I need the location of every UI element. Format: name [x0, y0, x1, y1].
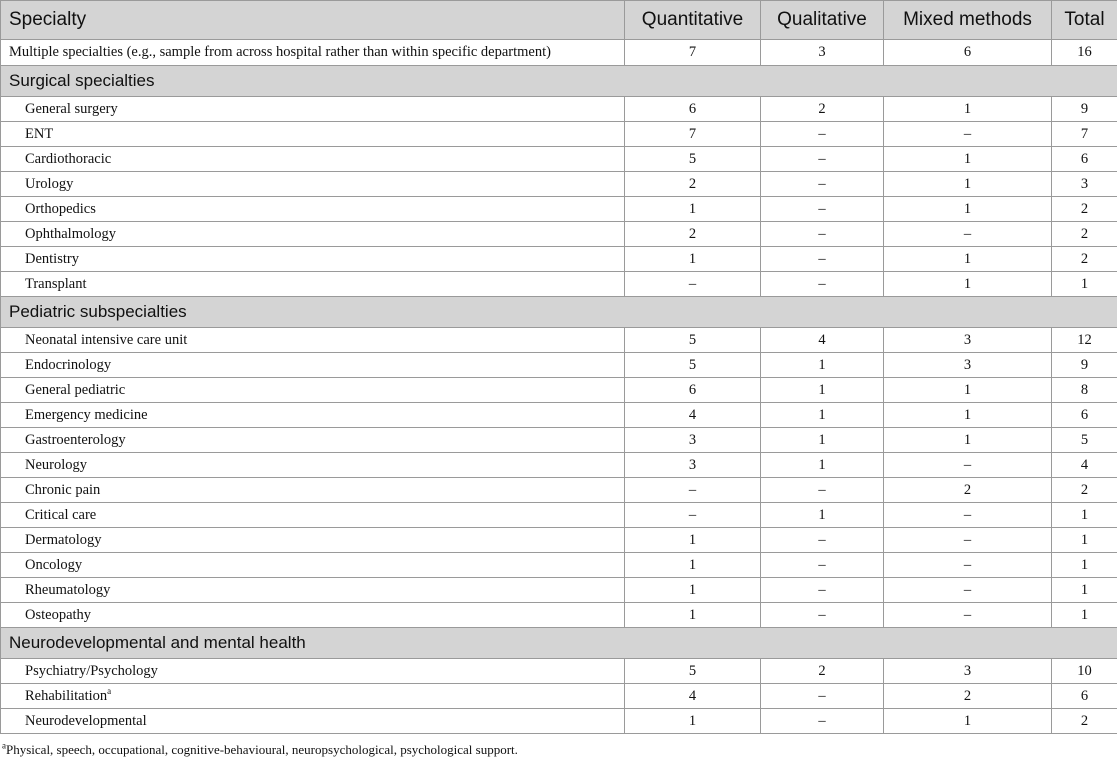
- cell-mixed-methods: 1: [884, 272, 1052, 297]
- row-name: [1, 122, 625, 147]
- row-name-text: Ophthalmology: [25, 225, 117, 242]
- cell-quantitative: 1: [625, 197, 761, 222]
- cell-qualitative: 1: [761, 378, 884, 403]
- row-name: [1, 553, 625, 578]
- row-name-text: Dermatology: [25, 531, 102, 548]
- cell-qualitative: 1: [761, 428, 884, 453]
- cell-qualitative: 3: [761, 40, 884, 66]
- cell-total: 2: [1052, 478, 1117, 503]
- cell-qualitative: –: [761, 222, 884, 247]
- row-name-text: Cardiothoracic: [25, 150, 112, 167]
- table-row: [1, 578, 1117, 603]
- row-name-text: Gastroenterology: [25, 431, 126, 448]
- cell-qualitative: –: [761, 578, 884, 603]
- cell-mixed-methods: 2: [884, 684, 1052, 709]
- cell-mixed-methods: 1: [884, 709, 1052, 734]
- row-name-text: Dentistry: [25, 250, 79, 267]
- table-row: [1, 503, 1117, 528]
- cell-quantitative: –: [625, 478, 761, 503]
- cell-qualitative: –: [761, 197, 884, 222]
- cell-total: 1: [1052, 503, 1117, 528]
- cell-total: 2: [1052, 247, 1117, 272]
- cell-qualitative: –: [761, 147, 884, 172]
- cell-quantitative: 1: [625, 247, 761, 272]
- cell-quantitative: –: [625, 272, 761, 297]
- cell-qualitative: –: [761, 478, 884, 503]
- row-name: [1, 378, 625, 403]
- cell-mixed-methods: 1: [884, 147, 1052, 172]
- cell-mixed-methods: 1: [884, 247, 1052, 272]
- cell-mixed-methods: 1: [884, 378, 1052, 403]
- cell-qualitative: –: [761, 553, 884, 578]
- header-total: Total: [1052, 1, 1117, 40]
- cell-quantitative: –: [625, 503, 761, 528]
- cell-quantitative: 1: [625, 709, 761, 734]
- footnote-text: Physical, speech, occupational, cognitive-behavioural, neuropsychological, psychological support.: [6, 742, 518, 757]
- row-name-text: Emergency medicine: [25, 406, 148, 423]
- cell-total: 2: [1052, 197, 1117, 222]
- row-name: [1, 328, 625, 353]
- row-name-text: Endocrinology: [25, 356, 112, 373]
- row-name-text: Chronic pain: [25, 481, 101, 498]
- table-row: [1, 197, 1117, 222]
- cell-qualitative: 1: [761, 453, 884, 478]
- cell-quantitative: 1: [625, 528, 761, 553]
- table-row: [1, 378, 1117, 403]
- table-row: [1, 453, 1117, 478]
- cell-total: 8: [1052, 378, 1117, 403]
- cell-quantitative: 6: [625, 97, 761, 122]
- cell-quantitative: 4: [625, 684, 761, 709]
- cell-total: 1: [1052, 578, 1117, 603]
- cell-total: 4: [1052, 453, 1117, 478]
- cell-mixed-methods: 3: [884, 328, 1052, 353]
- row-name-text: Oncology: [25, 556, 83, 573]
- cell-total: 9: [1052, 353, 1117, 378]
- row-name: [1, 222, 625, 247]
- cell-total: 5: [1052, 428, 1117, 453]
- table-row: [1, 172, 1117, 197]
- table-row: [1, 403, 1117, 428]
- row-name: [1, 709, 625, 734]
- cell-qualitative: –: [761, 603, 884, 628]
- row-name-text: Neurology: [25, 456, 88, 473]
- table-row: [1, 122, 1117, 147]
- cell-total: 2: [1052, 222, 1117, 247]
- row-name: [1, 97, 625, 122]
- section-header-row: [1, 297, 1117, 328]
- cell-qualitative: 2: [761, 97, 884, 122]
- row-name: [1, 684, 625, 709]
- cell-quantitative: 5: [625, 328, 761, 353]
- cell-total: 2: [1052, 709, 1117, 734]
- table-row: [1, 659, 1117, 684]
- cell-qualitative: 2: [761, 659, 884, 684]
- cell-mixed-methods: –: [884, 528, 1052, 553]
- cell-qualitative: 1: [761, 353, 884, 378]
- cell-total: 6: [1052, 684, 1117, 709]
- cell-mixed-methods: –: [884, 122, 1052, 147]
- cell-mixed-methods: –: [884, 603, 1052, 628]
- cell-total: 1: [1052, 603, 1117, 628]
- header-quantitative: Quantitative: [625, 1, 761, 40]
- row-name: [1, 272, 625, 297]
- table-row: [1, 97, 1117, 122]
- cell-total: 3: [1052, 172, 1117, 197]
- section-title: Neurodevelopmental and mental health: [1, 628, 1117, 659]
- cell-quantitative: 1: [625, 603, 761, 628]
- cell-qualitative: –: [761, 247, 884, 272]
- cell-qualitative: 1: [761, 503, 884, 528]
- cell-total: 1: [1052, 553, 1117, 578]
- cell-total: 16: [1052, 40, 1117, 66]
- row-name-text: Psychiatry/Psychology: [25, 662, 158, 679]
- row-name: [1, 603, 625, 628]
- row-name: [1, 197, 625, 222]
- cell-mixed-methods: 3: [884, 353, 1052, 378]
- row-name: [1, 659, 625, 684]
- cell-quantitative: 2: [625, 172, 761, 197]
- row-name-text: Neonatal intensive care unit: [25, 331, 188, 348]
- cell-total: 7: [1052, 122, 1117, 147]
- cell-quantitative: 7: [625, 40, 761, 66]
- cell-mixed-methods: –: [884, 503, 1052, 528]
- table-row: [1, 478, 1117, 503]
- row-name-text: Rheumatology: [25, 581, 111, 598]
- row-name-text: Neurodevelopmental: [25, 712, 147, 729]
- row-name: [1, 503, 625, 528]
- row-name-text: General surgery: [25, 100, 118, 117]
- row-name-text: Osteopathy: [25, 606, 92, 623]
- row-name: [1, 147, 625, 172]
- row-name: [1, 528, 625, 553]
- cell-quantitative: 1: [625, 553, 761, 578]
- cell-qualitative: –: [761, 272, 884, 297]
- cell-mixed-methods: –: [884, 222, 1052, 247]
- cell-mixed-methods: 1: [884, 428, 1052, 453]
- row-name-text: Urology: [25, 175, 74, 192]
- cell-total: 1: [1052, 528, 1117, 553]
- section-header-row: [1, 628, 1117, 659]
- cell-total: 12: [1052, 328, 1117, 353]
- cell-quantitative: 2: [625, 222, 761, 247]
- table-row: [1, 247, 1117, 272]
- row-name: [1, 428, 625, 453]
- cell-total: 6: [1052, 403, 1117, 428]
- cell-qualitative: 4: [761, 328, 884, 353]
- row-name-text: General pediatric: [25, 381, 126, 398]
- table-row: [1, 528, 1117, 553]
- cell-qualitative: –: [761, 684, 884, 709]
- cell-mixed-methods: 1: [884, 197, 1052, 222]
- section-title: Pediatric subspecialties: [1, 297, 1117, 328]
- table-row-multiple-specialties: [1, 40, 1117, 66]
- table-row: [1, 553, 1117, 578]
- header-mixed-methods: Mixed methods: [884, 1, 1052, 40]
- cell-mixed-methods: –: [884, 453, 1052, 478]
- cell-total: 6: [1052, 147, 1117, 172]
- table-row: [1, 353, 1117, 378]
- cell-quantitative: 1: [625, 578, 761, 603]
- cell-mixed-methods: 1: [884, 172, 1052, 197]
- table-row: [1, 709, 1117, 734]
- cell-mixed-methods: 6: [884, 40, 1052, 66]
- row-name: [1, 353, 625, 378]
- footnote-marker: a: [2, 740, 6, 751]
- cell-mixed-methods: 1: [884, 403, 1052, 428]
- cell-quantitative: 4: [625, 403, 761, 428]
- row-name-text: Rehabilitation: [25, 687, 108, 704]
- cell-mixed-methods: 1: [884, 97, 1052, 122]
- row-name-text: Orthopedics: [25, 200, 96, 217]
- cell-mixed-methods: –: [884, 578, 1052, 603]
- header-qualitative: Qualitative: [761, 1, 884, 40]
- cell-quantitative: 3: [625, 453, 761, 478]
- row-name: [1, 247, 625, 272]
- table-row: [1, 222, 1117, 247]
- cell-mixed-methods: 2: [884, 478, 1052, 503]
- cell-quantitative: 5: [625, 353, 761, 378]
- footnote-ref: a: [107, 685, 112, 696]
- cell-qualitative: –: [761, 709, 884, 734]
- row-name: Multiple specialties (e.g., sample from across hospital rather than within specific department): [1, 40, 625, 66]
- cell-total: 1: [1052, 272, 1117, 297]
- cell-mixed-methods: –: [884, 553, 1052, 578]
- cell-total: 10: [1052, 659, 1117, 684]
- cell-quantitative: 6: [625, 378, 761, 403]
- table-row: [1, 328, 1117, 353]
- row-name: [1, 478, 625, 503]
- row-name: [1, 578, 625, 603]
- header-specialty: Specialty: [1, 1, 625, 40]
- table-row: [1, 147, 1117, 172]
- row-name: [1, 172, 625, 197]
- header-row: [1, 1, 1117, 40]
- cell-qualitative: –: [761, 172, 884, 197]
- cell-mixed-methods: 3: [884, 659, 1052, 684]
- table-row: [1, 684, 1117, 709]
- footnote: [2, 742, 518, 758]
- table-row: [1, 603, 1117, 628]
- section-title: Surgical specialties: [1, 66, 1117, 97]
- row-name-text: Transplant: [25, 275, 87, 292]
- row-name: [1, 403, 625, 428]
- table-row: [1, 428, 1117, 453]
- cell-qualitative: 1: [761, 403, 884, 428]
- cell-quantitative: 5: [625, 659, 761, 684]
- table-row: [1, 272, 1117, 297]
- cell-quantitative: 5: [625, 147, 761, 172]
- row-name-text: Critical care: [25, 506, 97, 523]
- row-name-text: ENT: [25, 125, 54, 142]
- cell-quantitative: 7: [625, 122, 761, 147]
- cell-total: 9: [1052, 97, 1117, 122]
- cell-quantitative: 3: [625, 428, 761, 453]
- row-name: [1, 453, 625, 478]
- cell-qualitative: –: [761, 528, 884, 553]
- section-header-row: [1, 66, 1117, 97]
- cell-qualitative: –: [761, 122, 884, 147]
